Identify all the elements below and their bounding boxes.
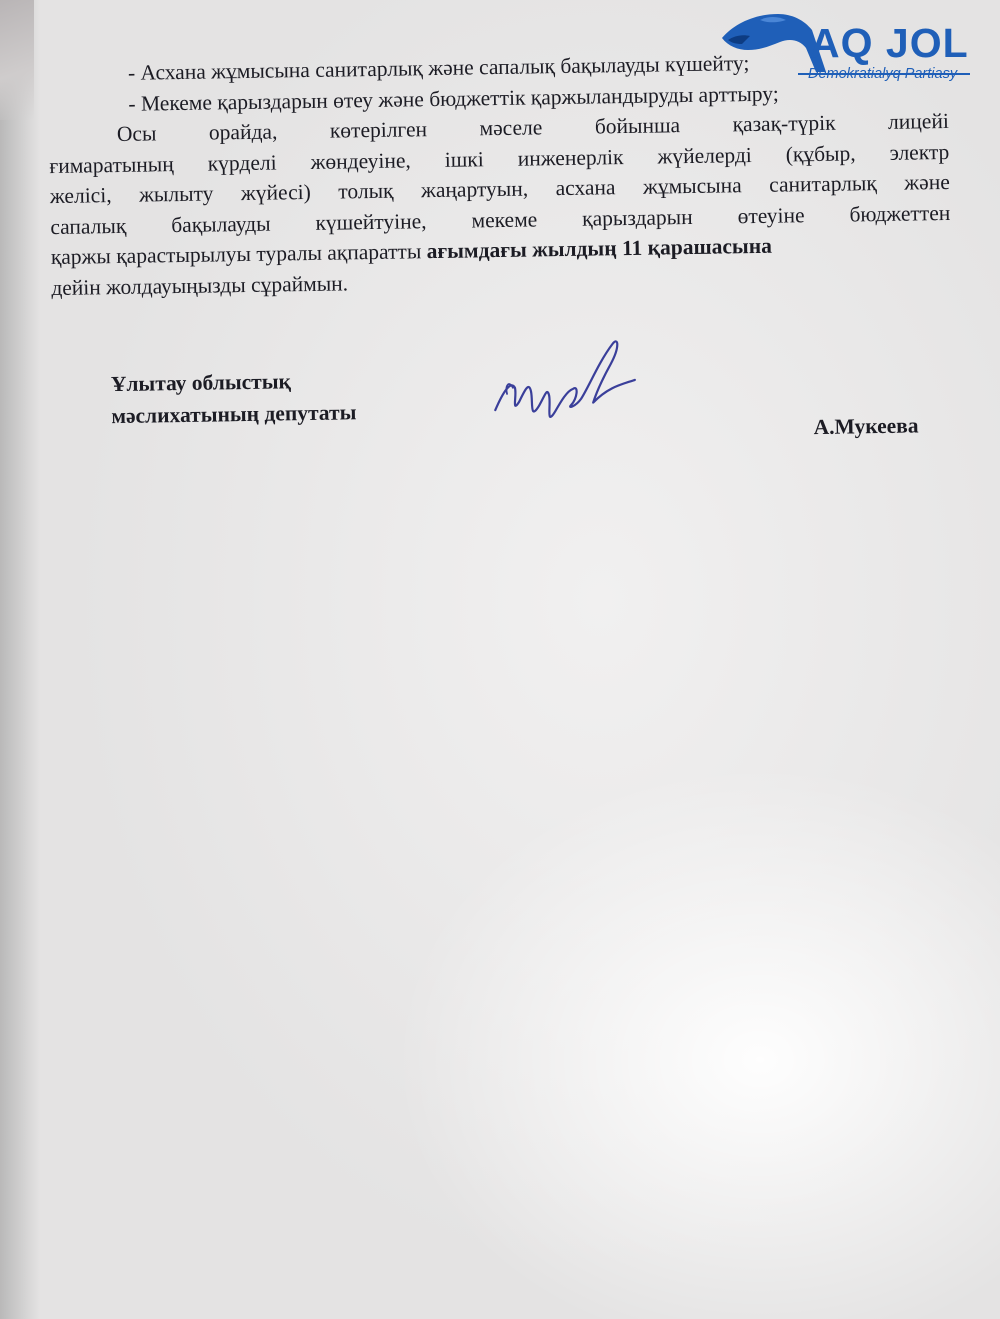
paragraph-line: Осы орайда, көтерілген мәселе бойынша қазақ-түрік лицейі: [116, 108, 950, 147]
paragraph-line: желісі, жылыту жүйесі) толық жаңартуын, асхана жұмысына санитарлық және: [49, 169, 950, 209]
paragraph-text: қаржы қарастырылуы туралы ақпаратты: [50, 239, 427, 270]
signatory-name: А.Мукеева: [813, 413, 919, 440]
paragraph-line: ғимаратының күрделі жөндеуіне, ішкі инженерлік жүйелерді (құбыр, электр: [49, 139, 950, 178]
signatory-title: [111, 364, 357, 432]
logo-subtitle: Demokratialyq Partiasy: [808, 66, 958, 82]
paragraph-line: сапалық бақылауды күшейтуіне, мекеме қарыздарын өтеуіне бюджеттен: [50, 200, 951, 239]
signatory-title-line: мәслихатының депутаты: [111, 400, 357, 429]
deadline-text: ағымдағы жылдың 11 қарашасына: [426, 233, 773, 264]
handwritten-signature: [488, 328, 640, 440]
signatory-title-line: Ұлытау облыстық: [110, 369, 292, 397]
bullet-item: - Мекеме қарыздарын өтеу және бюджеттік қаржыландыруды арттыру;: [128, 81, 779, 116]
bullet-item: - Асхана жұмысына санитарлық және сапалық бақылауды күшейту;: [127, 51, 750, 85]
logo-wordmark: AQ JOL: [810, 20, 969, 66]
paragraph-line: дейін жолдауыңызды сұраймын.: [51, 270, 349, 300]
